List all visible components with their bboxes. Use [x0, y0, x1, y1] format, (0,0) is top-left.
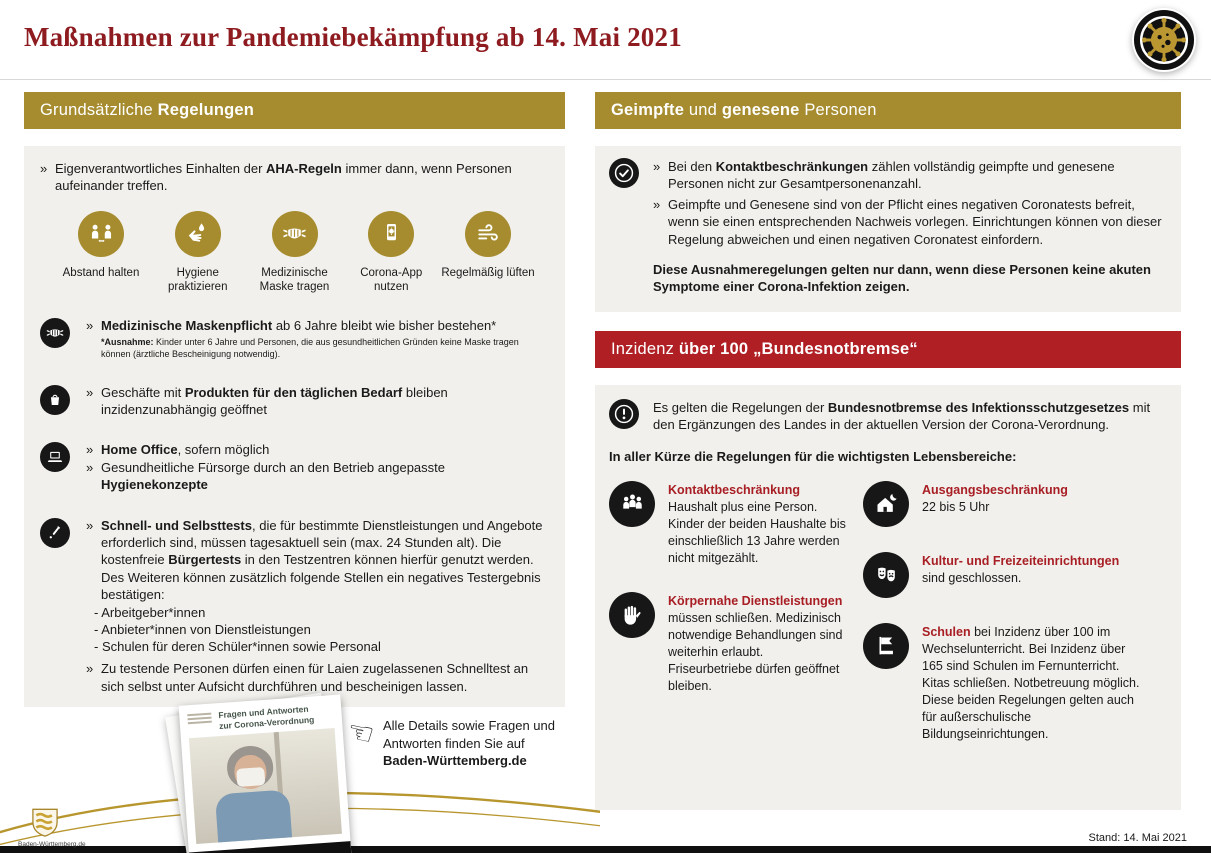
aha-intro-text: Eigenverantwortliches Einhalten der AHA-Regeln immer dann, wenn Personen aufeinander treffen.: [55, 161, 512, 194]
aha-label: Medizinische Maske tragen: [259, 266, 330, 293]
vaccinated-bullet-1-text: Bei den Kontaktbeschränkungen zählen vollständig geimpfte und genesene Personen nicht zur Gesamtpersonenanzahl.: [668, 159, 1115, 192]
distance-icon: [78, 211, 124, 257]
tests-subitem: - Schulen für deren Schüler*innen sowie Personal: [94, 639, 381, 654]
bullet-marker: »: [86, 317, 94, 333]
vaccinated-panel: [595, 146, 1181, 312]
rule-text: [86, 317, 549, 361]
item-kontaktbeschraenkung: [609, 481, 863, 567]
aha-label: Regelmäßig lüften: [441, 266, 535, 279]
shopping-icon: [40, 385, 70, 415]
ventilation-icon: [465, 211, 511, 257]
bundesnotbremse-intro-row: [609, 399, 1167, 434]
item-text: Ausgangsbeschränkung 22 bis 5 Uhr: [922, 482, 1068, 514]
shops-text: Geschäfte mit Produkten für den täglichen Bedarf bleiben inzidenzunabhängig geöffnet: [101, 384, 448, 418]
bundesnotbremse-grid: [609, 481, 1167, 743]
bullet-marker: »: [40, 161, 48, 176]
person-mask: [236, 767, 265, 787]
mask-duty-bullet: [86, 317, 549, 334]
page-title: Maßnahmen zur Pandemiebekämpfung ab 14. Mai 2021: [24, 22, 682, 52]
general-rules-panel: [24, 146, 565, 707]
curfew-icon: [863, 481, 909, 527]
aha-item-hygiene: [151, 211, 245, 294]
item-text: Kultur- und Freizeiteinrichtungen sind geschlossen.: [922, 553, 1120, 585]
bullet-marker: »: [653, 159, 661, 174]
vaccinated-bullet-1: [653, 158, 1167, 193]
status-date: Stand: 14. Mai 2021: [1088, 832, 1187, 844]
rule-mask-duty: [40, 317, 549, 361]
corona-app-icon: [368, 211, 414, 257]
mask-duty-icon: [40, 318, 70, 348]
aha-icon-row: [40, 211, 549, 294]
tests-bullet: [86, 517, 549, 604]
item-kultur-freizeit: [863, 552, 1167, 598]
medical-mask-icon: [272, 211, 318, 257]
item-text: Kontaktbeschränkung Haushalt plus eine Person. Kinder der beiden Haushalte bis einschließlich 13 Jahre werden nicht mitgezählt.: [668, 482, 846, 565]
bullet-marker: »: [86, 661, 94, 677]
culture-icon: [863, 552, 909, 598]
aha-item-ventilation: [441, 211, 535, 294]
details-note: Alle Details sowie Fragen und Antworten finden Sie auf Baden-Württemberg.de: [383, 718, 555, 769]
bullet-marker: »: [86, 442, 94, 458]
brochure-image: [179, 695, 352, 853]
tests-subitem: - Anbieter*innen von Dienstleistungen: [94, 621, 311, 637]
alert-icon: [609, 399, 639, 429]
mask-duty-text: Medizinische Maskenpflicht ab 6 Jahre bleibt wie bisher bestehen*: [101, 317, 497, 333]
bullet-marker: »: [86, 384, 94, 400]
aha-label: Corona-App nutzen: [360, 266, 423, 293]
personal-services-icon: [609, 592, 655, 638]
bundesnotbremse-intro: Es gelten die Regelungen der Bundesnotbremse des Infektionsschutzgesetzes mit den Ergänzungen des Landes in der aktuellen Version der Corona-Verordnung.: [653, 400, 1151, 433]
general-rules-title: Grundsätzliche Regelungen: [40, 101, 255, 119]
item-koerpernahe-dienstleistungen: [609, 592, 863, 695]
rule-home-office: [40, 441, 549, 493]
footer-brand: Baden-Württemberg.de: [18, 841, 86, 848]
school-icon: [863, 623, 909, 669]
aha-label: Hygiene praktizieren: [168, 266, 228, 293]
grid-column-left: [609, 481, 863, 743]
rule-icon-col: [40, 317, 86, 361]
bullet-marker: »: [653, 196, 661, 212]
rule-shops: [40, 384, 549, 419]
item-ausgangsbeschraenkung: [863, 481, 1167, 527]
vaccinated-check-icon: [609, 158, 639, 188]
home-office-icon: [40, 442, 70, 472]
vaccinated-bullet-2-text: Geimpfte und Genesene sind von der Pflicht eines negativen Coronatests befreit, wenn sie einen entsprechenden Nachweis vorlegen. Einrichtungen können von dieser Regelung abweichen und einen negativen Coronatest einfordern.: [668, 196, 1162, 247]
section-general-rules: [24, 92, 565, 707]
rule-text: [86, 384, 549, 419]
item-text: Körpernahe Dienstleistungen müssen schließen. Medizinisch notwendige Behandlungen sind weiterhin erlaubt. Friseurbetriebe dürfen geöffnet bleiben.: [668, 593, 843, 693]
item-text: Schulen bei Inzidenz über 100 im Wechselunterricht. Bei Inzidenz über 165 sind Schulen im Fernunterricht. Kitas schließen. Notbetreuung möglich. Diese beiden Regelungen gelten auch für außerschulische Bildungseinrichtungen.: [922, 624, 1140, 741]
aha-item-mask: [248, 211, 342, 294]
bundesnotbremse-lead: In aller Kürze die Regelungen für die wichtigsten Lebensbereiche:: [609, 448, 1017, 464]
aha-item-app: [344, 211, 438, 294]
rapid-test-icon: [40, 518, 70, 548]
vaccinated-title: Geimpfte und genesene Personen: [611, 101, 877, 119]
bundesnotbremse-header: [595, 331, 1181, 368]
general-rules-header: [24, 92, 565, 129]
rule-text: [86, 441, 549, 493]
hygiene-icon: [175, 211, 221, 257]
home-office-bullet: [86, 441, 549, 458]
tests-text: Schnell- und Selbsttests, die für bestimmte Dienstleistungen und Angebote erforderlich sind, müssen tagesaktuell sein (max. 24 Stunden alt). Die kostenfreie Bürgertests in den Testzentren können hierfür genutzt werden. Des Weiteren können zusätzlich folgende Stellen ein negatives Testergebnis bestätigen:: [101, 517, 543, 603]
virus-logo-icon: [1132, 8, 1196, 72]
bullet-marker: »: [86, 459, 94, 475]
rule-text: [86, 517, 549, 695]
bundesnotbremse-panel: [595, 385, 1181, 810]
tests-self-text: Zu testende Personen dürfen einen für Laien zugelassenen Schnelltest an sich selbst unter Aufsicht durchführen und bescheinigen lassen.: [101, 661, 529, 694]
bottom-black-bar: [0, 846, 1211, 853]
vaccinated-bullet-2: [653, 196, 1167, 248]
hygiene-concept-bullet: [86, 459, 549, 494]
aha-label: Abstand halten: [62, 266, 140, 279]
person-body: [215, 790, 292, 845]
rule-icon-col: [40, 384, 86, 419]
mask-duty-footnote: *Ausnahme: Kinder unter 6 Jahre und Personen, die aus gesundheitlichen Gründen keine Maske tragen können (ärztliche Bescheinigung notwendig).: [101, 337, 519, 359]
header-divider: [0, 79, 1211, 80]
vaccinated-header: [595, 92, 1181, 129]
rule-tests: [40, 517, 549, 695]
aha-intro: [40, 160, 549, 195]
bundesnotbremse-title: Inzidenz über 100 „Bundesnotbremse“: [611, 340, 918, 358]
shops-bullet: [86, 384, 549, 419]
grid-column-right: [863, 481, 1167, 743]
item-schulen: [863, 623, 1167, 743]
aha-item-distance: [54, 211, 148, 294]
vaccinated-note: Diese Ausnahmeregelungen gelten nur dann, wenn diese Personen keine akuten Symptome einer Corona-Infektion zeigen.: [653, 262, 1151, 295]
rule-icon-col: [40, 517, 86, 695]
vaccinated-content: [609, 158, 1167, 248]
bullet-marker: »: [86, 517, 94, 533]
brochure-logo-placeholder: [187, 711, 212, 734]
hygiene-concept-text: Gesundheitliche Fürsorge durch an den Betrieb angepasste Hygienekonzepte: [101, 459, 445, 493]
contact-restriction-icon: [609, 481, 655, 527]
tests-subitem: - Arbeitgeber*innen: [94, 604, 206, 620]
brochure-title: Fragen und Antworten zur Corona-Verordnung: [218, 703, 315, 731]
brochure-photo: [189, 728, 342, 844]
tests-self-bullet: [86, 660, 549, 695]
home-office-text: Home Office, sofern möglich: [101, 442, 270, 458]
section-right: [595, 92, 1181, 810]
rule-icon-col: [40, 441, 86, 493]
pointing-hand-icon: ☜: [343, 713, 378, 754]
vaccinated-bullets: [653, 158, 1167, 248]
brochure-header: [187, 702, 334, 733]
